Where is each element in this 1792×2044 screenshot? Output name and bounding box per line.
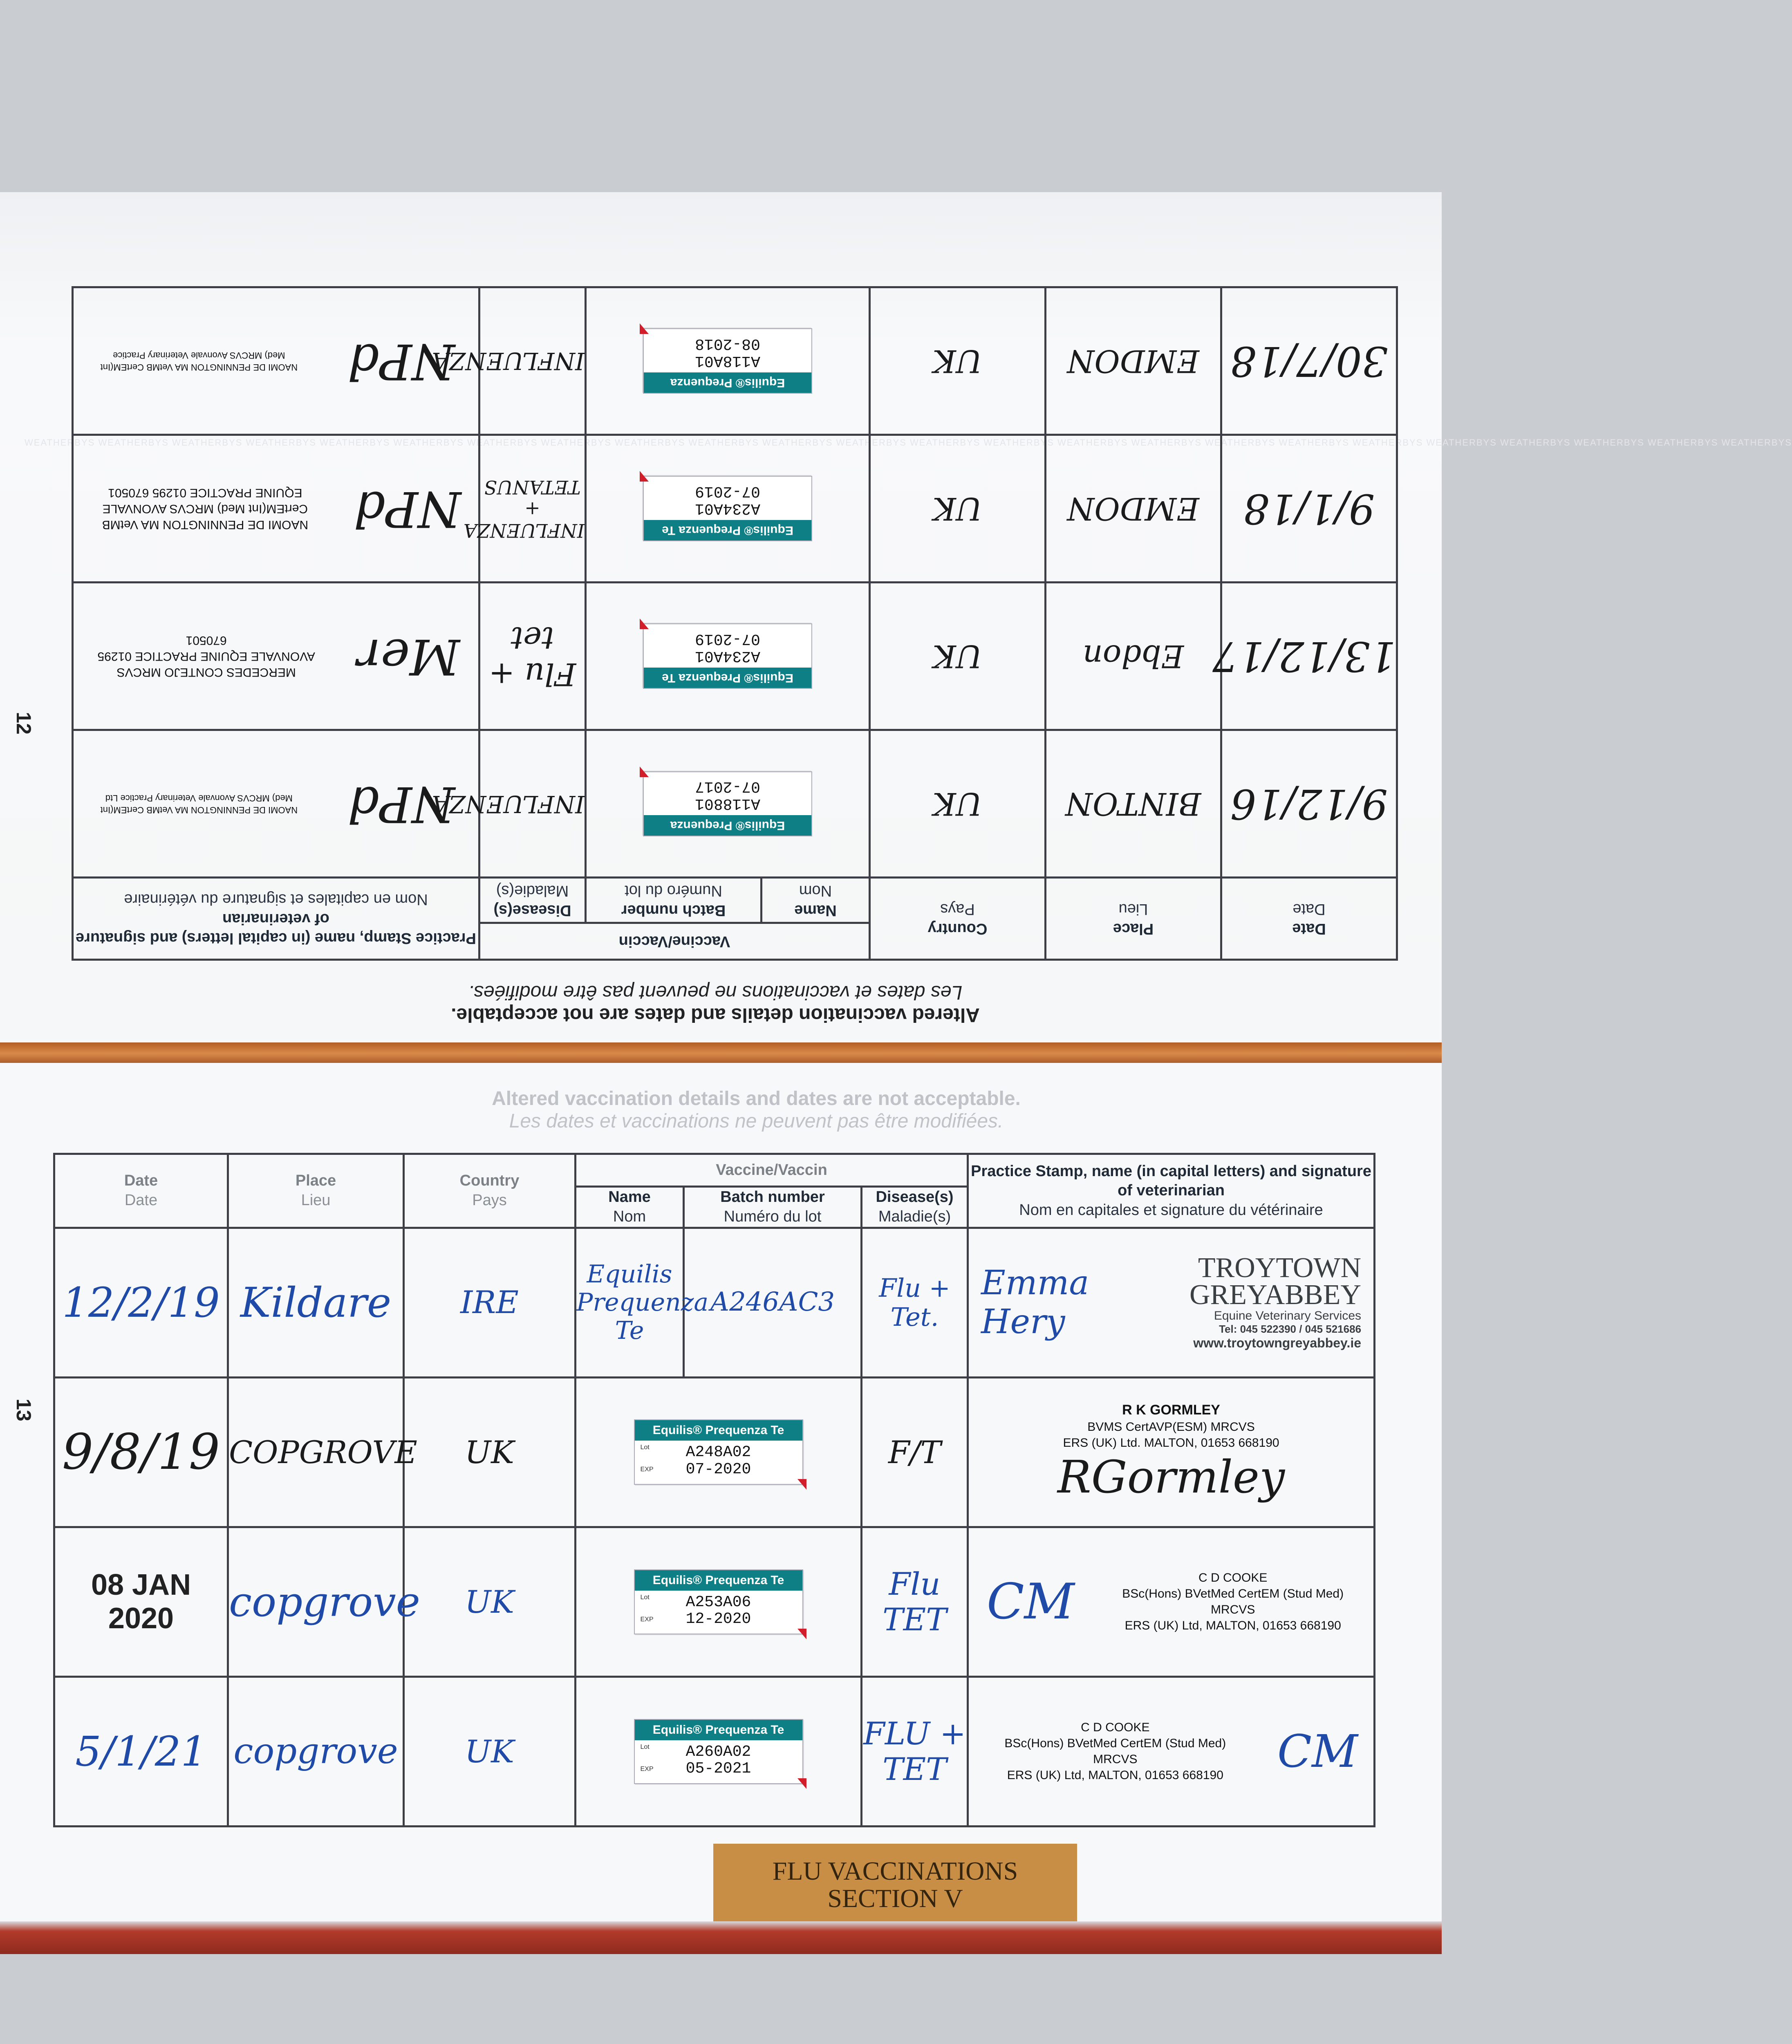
row-stamp — [72, 435, 479, 583]
row-place: Ebdon — [1046, 583, 1221, 730]
vet-stamp — [969, 1401, 1373, 1451]
vet-signature: CM — [1277, 1725, 1358, 1778]
sticker-title: Equilis® Prequenza Te — [644, 520, 811, 540]
sticker-lot-label: Lot — [640, 1594, 650, 1601]
vet-address: ERS (UK) Ltd, MALTON, 01653 668190 — [1124, 1619, 1341, 1633]
notice-fr: Les dates et vaccinations ne peuvent pas être modifiées. — [509, 1110, 1004, 1132]
sticker-exp: 12-2020 — [685, 1610, 751, 1628]
header-date: Date Date — [1221, 878, 1397, 960]
vet-address: ERS (UK) Ltd, MALTON, 01653 668190 — [1007, 1768, 1223, 1782]
vet-signature: Mer — [357, 628, 460, 685]
row-place: Kildare — [228, 1228, 404, 1377]
vet-stamp: NAOMI DE PENNINGTON MA VetMB CertEM(Int Med) MRCVS AVONVALE EQUINE PRACTICE 01295 670501 — [102, 486, 309, 531]
vet-signature: CM — [986, 1573, 1075, 1630]
row-disease: INFLUENZA + TETANUS — [479, 435, 585, 583]
row-stamp — [72, 583, 479, 730]
sticker-corner-mark — [640, 619, 649, 629]
row-place: EMDON — [1046, 435, 1221, 583]
row-stamp — [72, 730, 479, 878]
vet-signature: NPd — [354, 480, 461, 537]
vet-stamp: NAOMI DE PENNINGTON MA VetMB CertEM(Int Med) MRCVS Avonvale Veterinary Practice — [100, 350, 298, 372]
sticker-lot: A234A01 — [695, 499, 760, 517]
sticker-corner-mark — [640, 471, 649, 482]
header-place: Place Lieu — [228, 1154, 404, 1228]
table-row — [54, 1228, 1375, 1377]
notice-en: Altered vaccination details and dates are not acceptable. — [492, 1088, 1021, 1109]
practice-stamp — [1165, 1252, 1362, 1351]
header-name: Name Nom — [576, 1187, 684, 1228]
sticker-corner-mark — [797, 1479, 806, 1490]
sticker-exp-label: EXP — [640, 1616, 654, 1623]
header-country: Country Pays — [870, 878, 1046, 960]
table-row — [54, 1377, 1375, 1527]
row-vaccine-sticker — [576, 1377, 862, 1527]
row-vaccine-sticker — [586, 435, 870, 583]
table-row — [54, 1676, 1375, 1826]
vaccination-table-page-13 — [53, 1153, 1375, 1827]
row-stamp — [968, 1527, 1375, 1676]
vaccine-sticker — [634, 1719, 803, 1784]
vet-name: R K GORMLEY — [1122, 1402, 1220, 1418]
vaccination-table-page-12 — [72, 286, 1398, 961]
vet-qualifications: BVMS CertAVP(ESM) MRCVS — [1087, 1420, 1255, 1434]
header-date: Date Date — [54, 1154, 228, 1228]
header-vaccine: Vaccine/Vaccin — [479, 923, 869, 959]
vaccine-sticker — [634, 1569, 803, 1635]
header-batch: Batch number Numéro du lot — [684, 1187, 862, 1228]
sticker-lot: A118A01 — [695, 352, 760, 370]
row-disease: Flu TET — [862, 1527, 968, 1676]
section-label-line1: FLU VACCINATIONS — [772, 1856, 1018, 1885]
row-country: UK — [870, 435, 1046, 583]
page-13-notice — [409, 1087, 1104, 1132]
vet-signature: Emma Hery — [981, 1264, 1089, 1342]
vaccine-sticker — [643, 328, 812, 394]
sticker-title: Equilis® Prequenza Te — [644, 668, 811, 688]
practice-subtitle: Equine Veterinary Services — [1214, 1309, 1362, 1322]
header-disease: Disease(s) Maladie(s) — [862, 1187, 968, 1228]
page-13 — [0, 1063, 1442, 1921]
vet-stamp — [984, 1719, 1246, 1783]
row-country: UK — [870, 730, 1046, 878]
vet-stamp: MERCEDES CONTEJO MRCVS AVONVALE EQUINE PRACTICE 01295 670501 — [97, 633, 315, 679]
sticker-title: Equilis® Prequenza — [644, 372, 811, 393]
row-date: 9/8/19 — [54, 1377, 228, 1527]
sticker-exp: 07-2019 — [695, 630, 760, 648]
row-country: UK — [870, 583, 1046, 730]
practice-name: TROYTOWN GREYABBEY — [1189, 1252, 1362, 1311]
row-disease: Flu + Tet. — [862, 1228, 968, 1377]
notice-fr: Les dates et vaccinations ne peuvent pas être modifiées. — [468, 982, 963, 1003]
page-number-12: 12 — [12, 712, 35, 735]
row-disease: INFLUENZA — [479, 730, 585, 878]
row-batch: A246AC3 — [684, 1228, 862, 1377]
row-date: 12/2/19 — [54, 1228, 228, 1377]
sticker-exp: 08-2018 — [695, 335, 760, 353]
vaccine-sticker — [643, 771, 812, 837]
sticker-corner-mark — [640, 766, 649, 777]
page-number-13: 13 — [12, 1399, 35, 1421]
page-12-notice — [286, 965, 1145, 1026]
row-stamp — [72, 287, 479, 435]
sticker-title: Equilis® Prequenza Te — [635, 1420, 802, 1441]
table-row — [72, 730, 1397, 878]
header-name: Name Nom — [762, 878, 870, 923]
row-disease: F/T — [862, 1377, 968, 1527]
book-cover-edge — [0, 1921, 1442, 1954]
sticker-exp: 07-2019 — [695, 482, 760, 500]
row-place: copgrove — [228, 1676, 404, 1826]
row-date: 13/12/17 — [1221, 583, 1397, 730]
row-stamp — [968, 1228, 1375, 1377]
row-stamp — [968, 1676, 1375, 1826]
row-disease: Flu + tet — [479, 583, 585, 730]
sticker-lot: A260A02 — [685, 1743, 751, 1761]
vaccine-sticker — [634, 1419, 803, 1485]
sticker-exp: 05-2021 — [685, 1760, 751, 1778]
page-12 — [0, 192, 1792, 1042]
row-stamp — [968, 1377, 1375, 1527]
vet-signature: RGormley — [1057, 1451, 1285, 1504]
row-vaccine-name: Equilis Prequenza Te — [576, 1228, 684, 1377]
sticker-lot: A253A06 — [685, 1593, 751, 1611]
vet-signature: NPd — [347, 332, 455, 390]
row-place: BINTON — [1046, 730, 1221, 878]
table-row — [54, 1527, 1375, 1676]
header-disease: Disease(s) Maladie(s) — [479, 878, 585, 923]
header-vaccine: Vaccine/Vaccin — [576, 1154, 968, 1187]
row-disease: INFLUENZA — [479, 287, 585, 435]
header-stamp: Practice Stamp, name (in capital letters) and signature of veterinarian Nom en capitales et signature du vétérinaire — [72, 878, 479, 960]
practice-phone: Tel: 045 522390 / 045 521686 — [1219, 1322, 1362, 1335]
header-place: Place Lieu — [1046, 878, 1221, 960]
vet-name: C D COOKE — [1081, 1721, 1150, 1735]
header-country: Country Pays — [404, 1154, 576, 1228]
vet-address: ERS (UK) Ltd. MALTON, 01653 668190 — [1063, 1436, 1279, 1450]
sticker-exp-label: EXP — [640, 1765, 654, 1773]
table-row — [72, 287, 1397, 435]
page-12-table-wrap — [74, 286, 1398, 961]
vaccine-sticker — [643, 623, 812, 689]
section-label — [713, 1844, 1077, 1925]
section-label-line2: SECTION V — [827, 1884, 963, 1913]
sticker-lot: A248A02 — [685, 1443, 751, 1461]
row-country: UK — [404, 1527, 576, 1676]
row-date: 30/7/18 — [1221, 287, 1397, 435]
sticker-lot: A234A01 — [695, 647, 760, 665]
row-date: 9/1/18 — [1221, 435, 1397, 583]
sticker-title: Equilis® Prequenza — [644, 815, 811, 836]
row-country: UK — [404, 1676, 576, 1826]
watermark: WEATHERBYS WEATHERBYS WEATHERBYS WEATHERBYS WEATHERBYS WEATHERBYS WEATHERBYS WEATHERBYS WEATHERBYS WEATHERBYS WEATHERBYS WEATHERBYS WEATHERBYS WEATHERBYS WEATHERBYS WEATHERBYS WEATHERBYS WEATHERBYS WEATHERBYS WEATHERBYS WEATHERBYS WEATHERBYS WEATHERBYS WEATHERBYS — [25, 437, 1792, 448]
sticker-lot: A118801 — [695, 795, 760, 813]
vet-stamp — [1110, 1570, 1355, 1634]
sticker-corner-mark — [640, 323, 649, 334]
sticker-title: Equilis® Prequenza Te — [635, 1720, 802, 1740]
table-row — [72, 435, 1397, 583]
vet-name: C D COOKE — [1198, 1571, 1268, 1585]
row-vaccine-sticker — [586, 730, 870, 878]
row-vaccine-sticker — [576, 1676, 862, 1826]
row-place: EMDON — [1046, 287, 1221, 435]
row-place: COPGROVE — [228, 1377, 404, 1527]
sticker-lot-label: Lot — [640, 1444, 650, 1451]
row-date-stamp: 08 JAN 2020 — [54, 1527, 228, 1676]
table-row — [72, 583, 1397, 730]
page-13-table-wrap — [53, 1153, 1373, 1827]
notice-en: Altered vaccination details and dates are not acceptable. — [451, 1004, 980, 1026]
sticker-corner-mark — [797, 1778, 806, 1789]
sticker-title: Equilis® Prequenza Te — [635, 1570, 802, 1591]
sticker-exp-label: EXP — [640, 1466, 654, 1473]
vet-qualifications: BSc(Hons) BVetMed CertEM (Stud Med) MRCVS — [1122, 1587, 1344, 1617]
vet-stamp: NAOMI DE PENNINGTON MA VetMB CertEM(Int Med) MRCVS Avonvale Veterinary Practice Ltd — [100, 793, 298, 815]
row-disease: FLU + TET — [862, 1676, 968, 1826]
sticker-lot-label: Lot — [640, 1743, 650, 1750]
row-place: copgrove — [228, 1527, 404, 1676]
vet-signature: NPd — [347, 775, 455, 832]
row-vaccine-sticker — [576, 1527, 862, 1676]
row-country: UK — [404, 1377, 576, 1527]
vet-qualifications: BSc(Hons) BVetMed CertEM (Stud Med) MRCVS — [1004, 1737, 1226, 1766]
row-country: IRE — [404, 1228, 576, 1377]
sticker-exp: 07-2017 — [695, 778, 760, 796]
header-stamp: Practice Stamp, name (in capital letters) and signature of veterinarian Nom en capitales et signature du vétérinaire — [968, 1154, 1375, 1228]
row-vaccine-sticker — [586, 287, 870, 435]
header-batch: Batch number Numéro du lot — [586, 878, 762, 923]
row-vaccine-sticker — [586, 583, 870, 730]
row-country: UK — [870, 287, 1046, 435]
row-date: 9/12/16 — [1221, 730, 1397, 878]
sticker-corner-mark — [797, 1629, 806, 1639]
sticker-exp: 07-2020 — [685, 1461, 751, 1479]
practice-website: www.troytowngreyabbey.ie — [1193, 1335, 1362, 1350]
row-date: 5/1/21 — [54, 1676, 228, 1826]
vaccine-sticker — [643, 476, 812, 541]
